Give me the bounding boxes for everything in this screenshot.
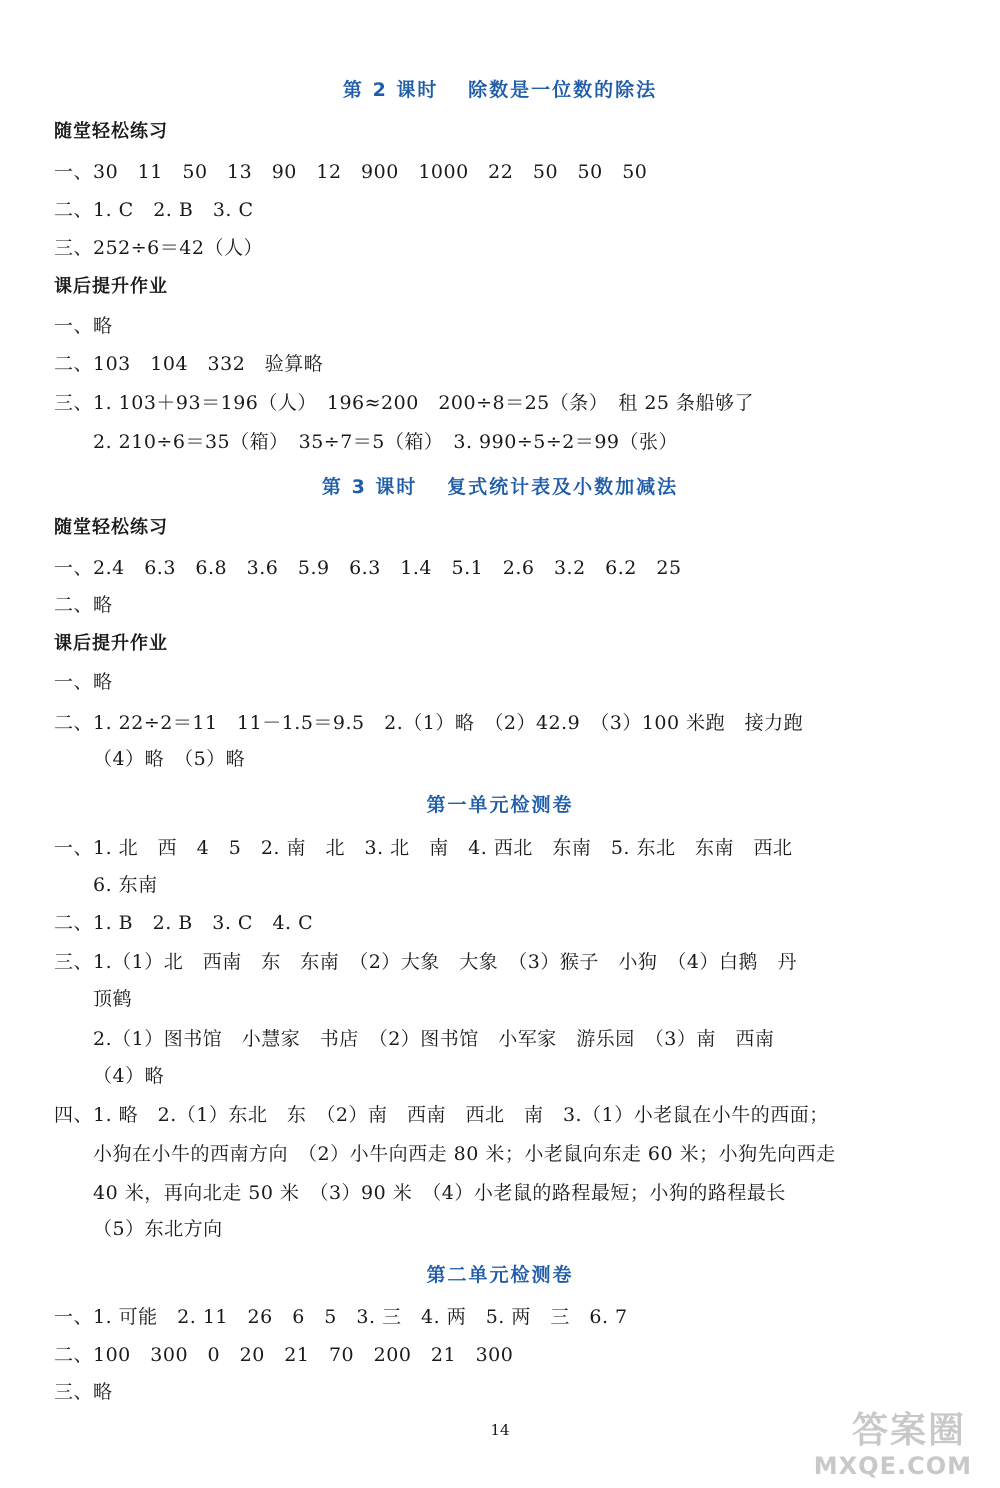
answer-line: 一、1. 北 西 4 5 2. 南 北 3. 北 南 4. 西北 东南 5. 东北 东南 西北 <box>54 837 793 859</box>
answer-line: 二、1. 22÷2＝11 11－1.5＝9.5 2.（1）略 （2）42.9 （3）100 米跑 接力跑 <box>54 712 804 734</box>
section-title-lesson-3: 第 3 课时 复式统计表及小数加减法 <box>321 476 679 498</box>
section-title-unit-2-test: 第二单元检测卷 <box>426 1264 574 1286</box>
page-number: 14 <box>490 1421 510 1439</box>
answer-line: 6. 东南 <box>93 874 158 896</box>
answer-line: （4）略 <box>93 1065 165 1087</box>
subheading-classroom-practice: 随堂轻松练习 <box>54 517 168 538</box>
subheading-classroom-practice: 随堂轻松练习 <box>54 121 168 142</box>
answer-line: 二、略 <box>54 594 113 616</box>
answer-line: 一、30 11 50 13 90 12 900 1000 22 50 50 50 <box>54 161 648 183</box>
watermark-logo <box>780 1402 980 1482</box>
answer-line: 2.（1）图书馆 小慧家 书店 （2）图书馆 小军家 游乐园 （3）南 西南 <box>93 1028 775 1050</box>
answer-line: 三、1. 103＋93＝196（人） 196≈200 200÷8＝25（条） 租 25 条船够了 <box>54 392 755 414</box>
section-title-lesson-2: 第 2 课时 除数是一位数的除法 <box>342 79 658 101</box>
answer-line: 二、1. B 2. B 3. C 4. C <box>54 912 314 934</box>
watermark-text: 答案圈 <box>851 1410 966 1451</box>
answer-line: 三、略 <box>54 1381 113 1403</box>
answer-line: 三、252÷6＝42（人） <box>54 237 263 259</box>
answer-line: 一、1. 可能 2. 11 26 6 5 3. 三 4. 两 5. 两 三 6. 7 <box>54 1306 628 1328</box>
answer-line: 一、略 <box>54 315 113 337</box>
answer-line: 四、1. 略 2.（1）东北 东 （2）南 西南 西北 南 3.（1）小老鼠在小牛的西面； <box>54 1104 829 1126</box>
answer-line: 二、100 300 0 20 21 70 200 21 300 <box>54 1344 514 1366</box>
watermark-url: MXQE.COM <box>813 1452 972 1480</box>
section-title-unit-1-test: 第一单元检测卷 <box>426 794 574 816</box>
answer-line: 一、2.4 6.3 6.8 3.6 5.9 6.3 1.4 5.1 2.6 3.2 6.2 25 <box>54 557 682 579</box>
answer-line: （4）略 （5）略 <box>93 748 246 770</box>
answer-line: 一、略 <box>54 671 113 693</box>
answer-line: 40 米，再向北走 50 米 （3）90 米 （4）小老鼠的路程最短；小狗的路程最长 <box>93 1182 786 1204</box>
answer-line: 二、1. C 2. B 3. C <box>54 199 254 221</box>
answer-line: 顶鹤 <box>93 988 133 1010</box>
answer-line: 2. 210÷6＝35（箱） 35÷7＝5（箱） 3. 990÷5÷2＝99（张） <box>93 431 679 453</box>
subheading-homework: 课后提升作业 <box>54 276 168 297</box>
subheading-homework: 课后提升作业 <box>54 633 168 654</box>
answer-line: 三、1.（1）北 西南 东 东南 （2）大象 大象 （3）猴子 小狗 （4）白鹅 丹 <box>54 951 797 973</box>
answer-line: （5）东北方向 <box>93 1218 223 1240</box>
answer-line: 二、103 104 332 验算略 <box>54 353 324 375</box>
answer-line: 小狗在小牛的西南方向 （2）小牛向西走 80 米；小老鼠向东走 60 米；小狗先向西走 <box>93 1143 836 1165</box>
